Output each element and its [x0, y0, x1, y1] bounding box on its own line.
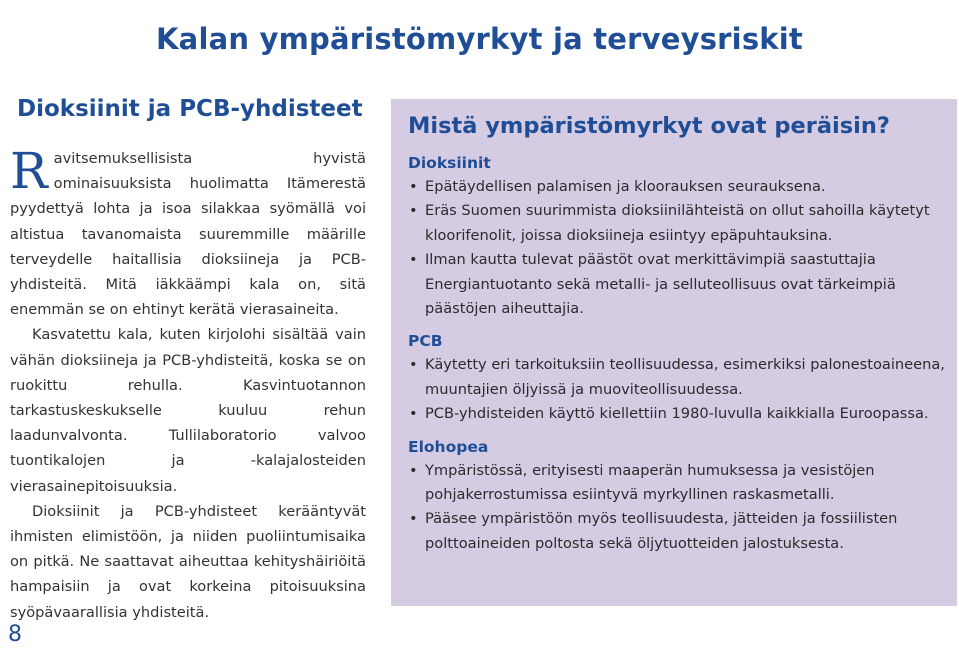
list-mercury	[408, 459, 948, 557]
section-heading-pcb: PCB	[408, 332, 443, 351]
drop-cap: R	[10, 142, 48, 200]
list-item: • Käytetty eri tarkoituksiin teollisuudessa, esimerkiksi palonestoaineena, muuntajien öljyissä ja muoviteollisuudessa.	[408, 353, 948, 402]
section-heading-mercury: Elohopea	[408, 437, 489, 456]
list-item: • Eräs Suomen suurimmista dioksiinilähteistä on ollut sahoilla käytetyt kloorifenolit, joissa dioksiineja esiintyy epäpuhtauksina.	[408, 199, 948, 248]
left-column	[10, 142, 366, 625]
section-heading-dioxins: Dioksiinit	[408, 154, 491, 172]
paragraph-health-effects: Dioksiinit ja PCB-yhdisteet kerääntyvät ihmisten elimistöön, ja niiden puoliintumisaika on pitkä. Ne saattavat aiheuttaa kehityshäiriöitä hampaisiin ja ovat korkeina pitoisuuksina syöpävaarallisia yhdisteitä.	[10, 502, 366, 621]
page-title: Kalan ympäristömyrkyt ja terveysriskit	[156, 22, 803, 56]
info-box-body	[408, 151, 948, 564]
paragraph-farmed-fish: Kasvatettu kala, kuten kirjolohi sisältää vain vähän dioksiineja ja PCB-yhdisteitä, koska se on ruokittu rehulla. Kasvintuotannon tarkastuskeskukselle kuuluu rehun laadunvalvonta. Tullilaboratorio valvoo tuontikalojen ja -kalajalosteiden vierasainepitoisuuksia.	[10, 326, 366, 495]
intro-text: avitsemuksellisista hyvistä ominaisuuksista huolimatta Itämerestä pyydettyä lohta ja isoa silakkaa syömällä voi altistua tavanomaista suuremmille määrille terveydelle haitallisia dioksiineja ja PCB-yhdisteitä. Mitä iäkkäämpi kala on, sitä enemmän se on ehtinyt kerätä vierasaineita.	[10, 150, 366, 319]
info-box	[391, 99, 957, 606]
info-box-title: Mistä ympäristömyrkyt ovat peräisin?	[408, 113, 890, 139]
list-item: • Ympäristössä, erityisesti maaperän humuksessa ja vesistöjen pohjakerrostumissa esiintyvä myrkyllinen raskasmetalli.	[408, 459, 948, 508]
page-number: 8	[8, 622, 22, 647]
list-dioxins	[408, 175, 948, 321]
list-item: • Ilman kautta tulevat päästöt ovat merkittävimpiä saastuttajia Energiantuotanto sekä metalli- ja selluteollisuus ovat tärkeimpiä päästöjen aiheuttajia.	[408, 248, 948, 321]
left-heading: Dioksiinit ja PCB-yhdisteet	[17, 96, 363, 122]
list-pcb	[408, 353, 948, 426]
intro-paragraph	[10, 142, 366, 322]
list-item: • PCB-yhdisteiden käyttö kiellettiin 1980-luvulla kaikkialla Euroopassa.	[408, 402, 948, 426]
list-item: • Epätäydellisen palamisen ja kloorauksen seurauksena.	[408, 175, 948, 199]
list-item: • Pääsee ympäristöön myös teollisuudesta, jätteiden ja fossiilisten polttoaineiden poltosta sekä öljytuotteiden jalostuksesta.	[408, 507, 948, 556]
